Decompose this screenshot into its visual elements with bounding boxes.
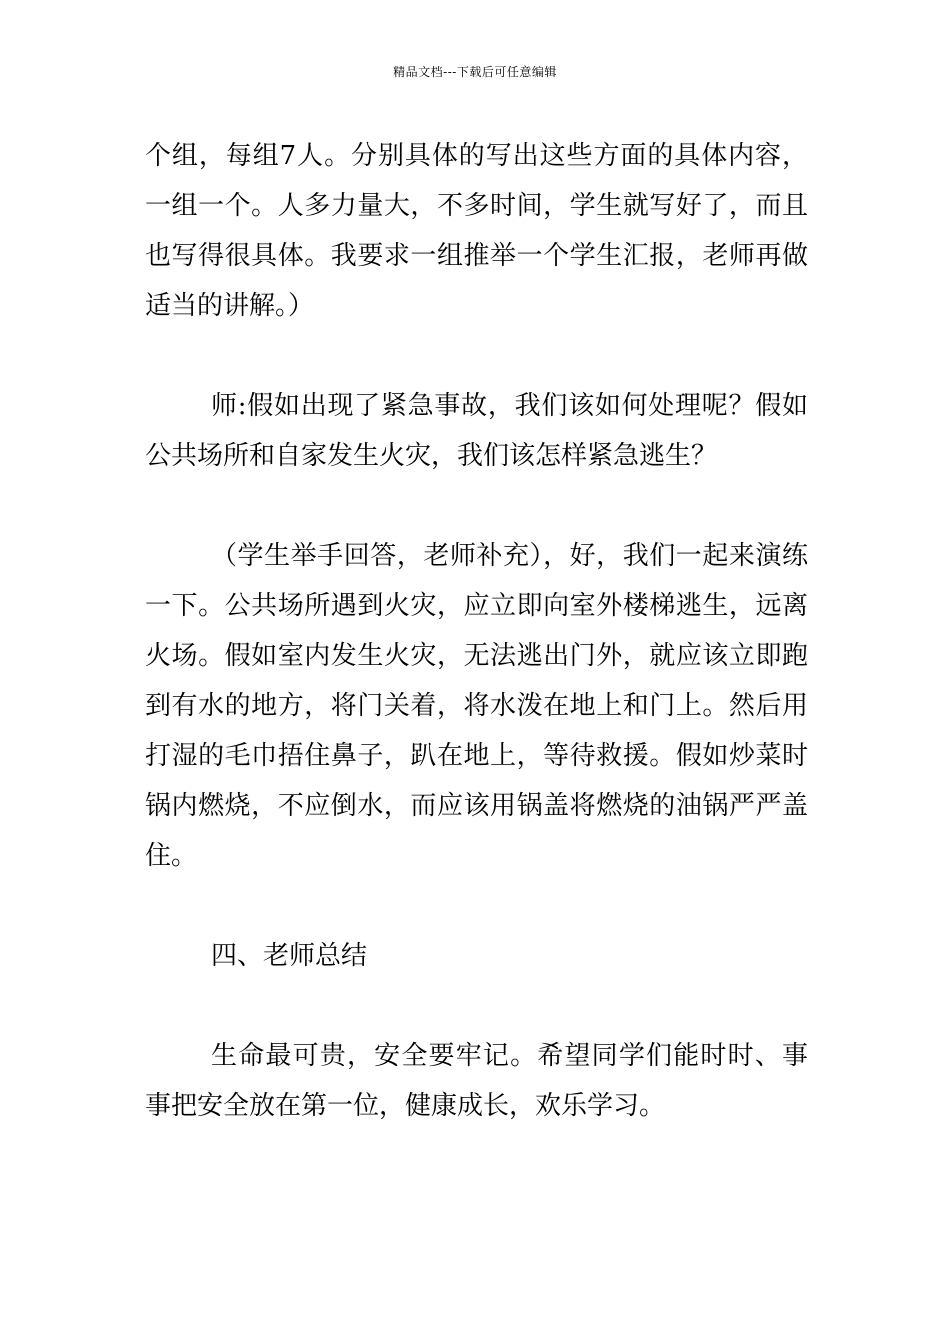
paragraph-fire-drill: （学生举手回答，老师补充），好，我们一起来演练一下。公共场所遇到火灾，应立即向室外楼梯逃生，远离火场。假如室内发生火灾，无法逃出门外，就应该立即跑到有水的地方，将门关着，将水泼在地上和门上。然后用打湿的毛巾捂住鼻子，趴在地上，等待救援。假如炒菜时锅内燃烧，不应倒水，而应该用锅盖将燃烧的油锅严严盖住。 bbox=[145, 541, 808, 871]
paragraph-teacher-question: 师:假如出现了紧急事故，我们该如何处理呢？假如公共场所和自家发生火灾，我们该怎样紧急逃生？ bbox=[145, 391, 808, 471]
document-body bbox=[145, 131, 808, 1131]
page-header: 精品文档---下载后可任意编辑 bbox=[393, 65, 557, 79]
paragraph-conclusion: 生命最可贵，安全要牢记。希望同学们能时时、事事把安全放在第一位，健康成长，欢乐学习。 bbox=[145, 1041, 808, 1121]
paragraph-group-description: 个组，每组7人。分别具体的写出这些方面的具体内容，一组一个。人多力量大，不多时间，学生就写好了，而且也写得很具体。我要求一组推举一个学生汇报，老师再做适当的讲解。） bbox=[145, 141, 808, 321]
section-heading-summary: 四、老师总结 bbox=[211, 941, 368, 971]
